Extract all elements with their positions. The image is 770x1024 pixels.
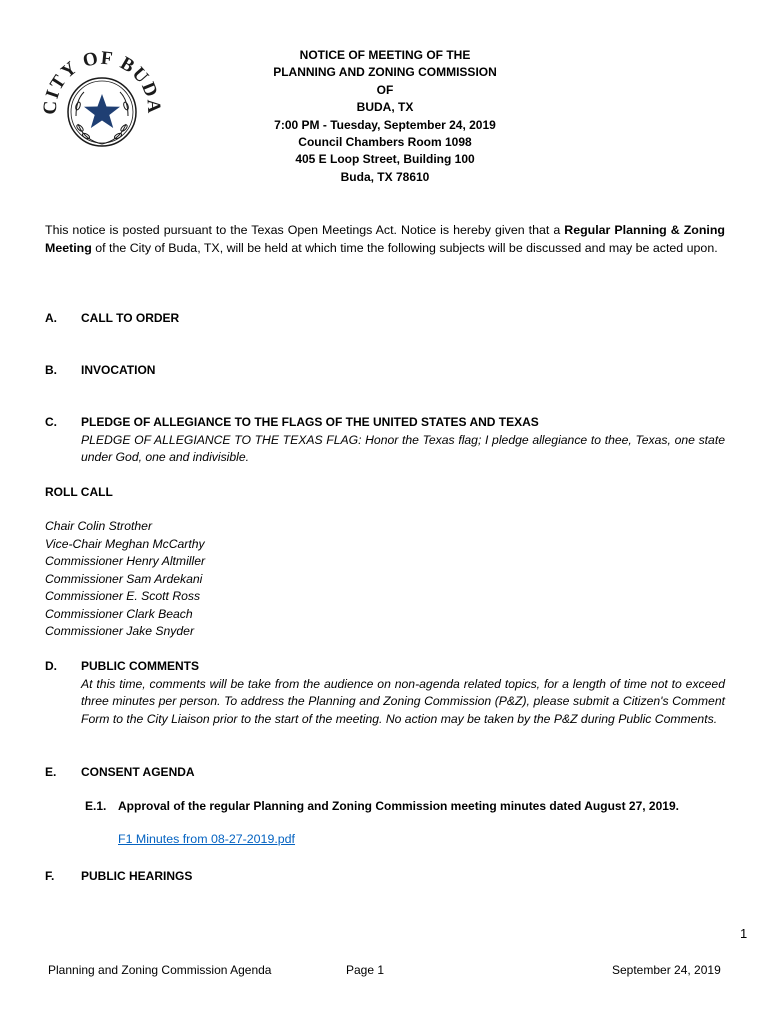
roll-call-title: ROLL CALL [45, 485, 113, 499]
meeting-header [200, 47, 570, 186]
roll-call-member: Commissioner Clark Beach [45, 606, 193, 621]
minutes-pdf-link[interactable]: F1 Minutes from 08-27-2019.pdf [118, 832, 296, 846]
section-d-letter: D. [45, 659, 57, 673]
header-line: NOTICE OF MEETING OF THE [299, 48, 471, 62]
intro-paragraph [45, 221, 725, 257]
section-c-description: PLEDGE OF ALLEGIANCE TO THE TEXAS FLAG: Honor the Texas flag; I pledge allegiance to thee, Texas, one state under God, one and indivisible. [81, 433, 725, 465]
roll-call-member: Commissioner Sam Ardekani [45, 571, 203, 586]
roll-call-member: Vice-Chair Meghan McCarthy [45, 536, 205, 551]
page-number: 1 [740, 926, 748, 941]
header-line: Buda, TX 78610 [340, 169, 430, 184]
header-line: 405 E Loop Street, Building 100 [295, 152, 475, 167]
section-d-description: At this time, comments will be take from the audience on non-agenda related topics, for a length of time not to exceed three minutes per person. To address the Planning and Zoning Commission (P&Z), please submit a Citizen's Comment Form to the City Liaison prior to the start of the meeting. No action may be taken by the P&Z during Public Comments. [81, 677, 725, 726]
section-e-letter: E. [45, 765, 57, 779]
section-b-title: INVOCATION [81, 363, 156, 377]
header-line: Council Chambers Room 1098 [298, 135, 472, 150]
item-e1-number: E.1. [85, 799, 107, 813]
section-d-title: PUBLIC COMMENTS [81, 659, 199, 673]
seal-text: ITY OF BUD [42, 47, 162, 102]
header-line: PLANNING AND ZONING COMMISSION [273, 65, 497, 80]
section-b-letter: B. [45, 363, 57, 377]
header-line: 7:00 PM - Tuesday, September 24, 2019 [274, 117, 496, 132]
section-e-title: CONSENT AGENDA [81, 765, 195, 779]
header-line: BUDA, TX [356, 100, 414, 115]
section-a-letter: A. [45, 311, 57, 325]
footer-date: September 24, 2019 [612, 963, 721, 977]
footer-left: Planning and Zoning Commission Agenda [48, 963, 272, 977]
section-f-title: PUBLIC HEARINGS [81, 869, 193, 883]
roll-call-member: Commissioner E. Scott Ross [45, 589, 201, 603]
roll-call-member: Commissioner Jake Snyder [45, 624, 195, 638]
roll-call-member: Chair Colin Strother [45, 519, 153, 533]
roll-call-list [45, 518, 205, 641]
section-f-letter: F. [45, 869, 55, 883]
star-icon [84, 94, 120, 128]
intro-text-continued: of the City of Buda, TX, will be held at which time the following subjects will be discussed and may be acted upon. [91, 241, 718, 255]
intro-meeting-type: Regular Planning & Zoning Meeting [45, 223, 725, 255]
item-e1-title: Approval of the regular Planning and Zoning Commission meeting minutes dated August 27, 2019. [118, 799, 679, 813]
roll-call-member: Commissioner Henry Altmiller [45, 554, 206, 568]
footer-page: Page 1 [346, 963, 385, 977]
section-c-title: PLEDGE OF ALLEGIANCE TO THE FLAGS OF THE UNITED STATES AND TEXAS [81, 415, 539, 429]
section-a-title: CALL TO ORDER [81, 311, 180, 325]
header-line: OF [376, 82, 394, 97]
intro-text: This notice is posted pursuant to the Texas Open Meetings Act. Notice is hereby given that a [45, 223, 565, 237]
city-seal-logo [42, 42, 162, 162]
section-c-letter: C. [45, 415, 57, 429]
